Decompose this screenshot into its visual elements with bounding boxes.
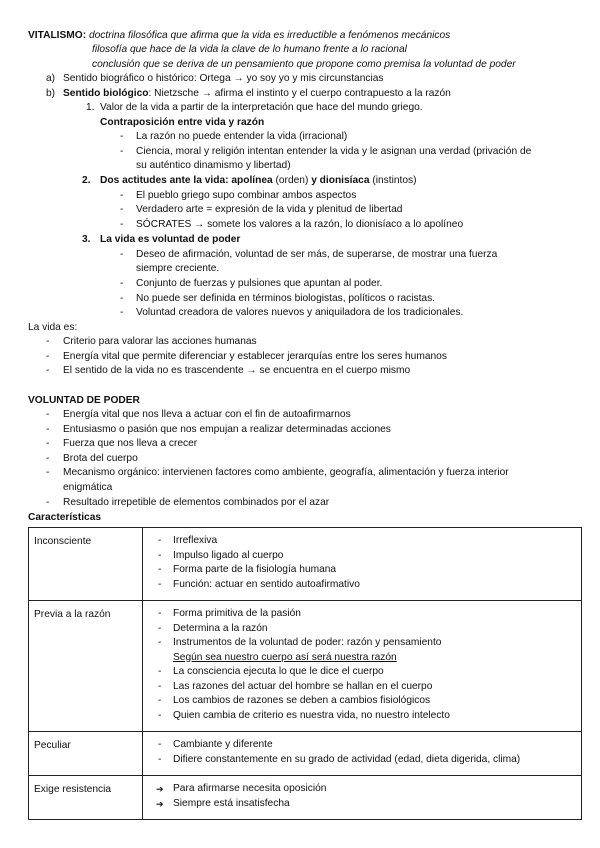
voluntad-item-3: Fuerza que nos lleva a crecer [63, 438, 198, 449]
item-text: Forma parte de la fisiología humana [173, 564, 337, 575]
item-text: Siempre está insatisfecha [173, 797, 290, 809]
bullet-dash: - [158, 637, 162, 648]
point-3-title: La vida es voluntad de poder [100, 234, 241, 245]
list-item [143, 578, 581, 593]
row-content-inconsciente [143, 528, 582, 601]
bullet-dash: - [158, 578, 162, 590]
bullet-dash: - [120, 307, 124, 318]
item-text: Función: actuar en sentido autoafirmativo [173, 578, 360, 590]
point-2-item-3: SÓCRATES → somete los valores a la razón, lo dionisíaco a lo apolíneo [136, 219, 464, 230]
bullet-dash: - [158, 666, 162, 677]
item-text: Irreflexiva [173, 535, 218, 546]
point-1-marker: 1. [86, 102, 95, 113]
sentido-b-text: : Nietzsche → afirma el instinto y el cuerpo contrapuesto a la razón [148, 88, 451, 99]
vida-es-intro: La vida es: [28, 322, 78, 333]
list-item [143, 549, 581, 564]
bullet-dash: - [46, 409, 50, 420]
list-item [143, 738, 581, 753]
point-3-item-3: Conjunto de fuerzas y pulsiones que apuntan al poder. [136, 278, 383, 289]
bullet-dash: - [46, 336, 50, 347]
bullet-dash: - [158, 739, 162, 750]
vitalismo-def-3: conclusión que se deriva de un pensamiento que propone como premisa la voluntad de poder [92, 59, 516, 70]
bullet-dash: - [46, 467, 50, 478]
bullet-dash: - [158, 549, 162, 561]
vida-es-item-1: Criterio para valorar las acciones humanas [63, 336, 257, 347]
point-2-plain-2: (instintos) [369, 175, 417, 186]
item-text: La consciencia ejecuta lo que le dice el cuerpo [173, 666, 384, 677]
point-2-plain-1: (orden) [272, 175, 312, 186]
bullet-dash: - [158, 695, 162, 706]
row-content-exige [143, 776, 582, 820]
bullet-dash: - [120, 131, 124, 142]
row-content-peculiar [143, 732, 582, 776]
bullet-dash: - [46, 351, 50, 362]
vitalismo-term: VITALISMO: [28, 30, 87, 41]
list-item [143, 680, 581, 695]
bullet-dash: - [158, 535, 162, 546]
item-text: Difiere constantemente en su grado de actividad (edad, dieta digerida, clima) [173, 753, 521, 765]
sentido-a-marker: a) [46, 73, 56, 84]
point-2-item-2: Verdadero arte = expresión de la vida y plenitud de libertad [136, 204, 403, 215]
item-text: Instrumentos de la voluntad de poder: razón y pensamiento [173, 637, 442, 648]
row-content-previa [143, 601, 582, 732]
list-item [143, 782, 581, 797]
list-item [143, 694, 581, 709]
point-2-title [100, 174, 417, 187]
bullet-dash: - [46, 497, 50, 508]
item-text: Determina a la razón [173, 622, 268, 634]
table-row [29, 528, 582, 601]
point-3-marker: 3. [82, 234, 91, 245]
sentido-b-line [63, 87, 451, 100]
list-item [143, 753, 581, 768]
item-text: Para afirmarse necesita oposición [173, 783, 327, 794]
voluntad-item-7: Resultado irrepetible de elementos combinados por el azar [63, 497, 330, 508]
voluntad-item-1: Energía vital que nos lleva a actuar con el fin de autoafirmarnos [63, 409, 351, 420]
table-row [29, 776, 582, 820]
contraposicion-item-1: La razón no puede entender la vida (irracional) [136, 131, 348, 142]
bullet-dash: - [46, 424, 50, 435]
contraposicion-title: Contraposición entre vida y razón [100, 117, 265, 128]
list-item [143, 651, 581, 666]
list-item [143, 622, 581, 637]
caracteristicas-table [28, 527, 582, 820]
sentido-a-text: Sentido biográfico o histórico: Ortega → yo soy yo y mis circunstancias [63, 73, 384, 84]
table-row [29, 601, 582, 732]
list-item [143, 636, 581, 651]
list-item [143, 563, 581, 578]
vitalismo-def-1: doctrina filosófica que afirma que la vida es irreductible a fenómenos mecánicos [88, 30, 451, 41]
vida-es-item-2: Energía vital que permite diferenciar y establecer jerarquías entre los seres humanos [63, 351, 447, 362]
arrow-icon: ➔ [156, 798, 164, 809]
contraposicion-item-3: su auténtico dinamismo y libertad) [136, 160, 291, 171]
item-text: Las razones del actuar del hombre se hallan en el cuerpo [173, 680, 433, 692]
bullet-dash: - [46, 438, 50, 449]
table-row [29, 732, 582, 776]
point-3-item-4: No puede ser definida en términos biologistas, políticos o racistas. [136, 293, 435, 304]
row-label-previa: Previa a la razón [29, 601, 143, 732]
vitalismo-def-2: filosofía que hace de la vida la clave de lo humano frente a lo racional [92, 44, 407, 55]
item-text: Cambiante y diferente [173, 739, 273, 750]
point-1-text: Valor de la vida a partir de la interpretación que hace del mundo griego. [100, 102, 423, 113]
bullet-dash: - [46, 365, 50, 376]
bullet-dash: - [158, 709, 162, 721]
contraposicion-item-2: Ciencia, moral y religión intentan entender la vida y le asignan una verdad (privación de [136, 146, 532, 157]
sentido-b-bold: Sentido biológico [63, 88, 149, 99]
bullet-dash: - [158, 680, 162, 692]
point-3-item-1: Deseo de afirmación, voluntad de ser más, de superarse, de mostrar una fuerza [136, 249, 498, 260]
item-text: Quien cambia de criterio es nuestra vida, no nuestro intelecto [173, 709, 450, 721]
sentido-b-marker: b) [46, 88, 56, 99]
bullet-dash: - [158, 608, 162, 619]
arrow-icon: ➔ [156, 784, 164, 794]
voluntad-item-5: Mecanismo orgánico: intervienen factores como ambiente, geografía, alimentación y fuerza interior [63, 467, 509, 478]
point-3-item-2: siempre creciente. [136, 263, 220, 274]
voluntad-item-2: Entusiasmo o pasión que nos empujan a realizar determinadas acciones [63, 424, 391, 435]
item-text-underlined: Según sea nuestro cuerpo así será nuestra razón [173, 651, 397, 663]
bullet-dash: - [120, 278, 124, 289]
bullet-dash: - [120, 249, 124, 260]
list-item [143, 607, 581, 622]
item-text: Impulso ligado al cuerpo [173, 549, 284, 561]
caracteristicas-heading: Características [28, 512, 102, 523]
bullet-dash: - [158, 564, 162, 575]
row-label-inconsciente: Inconsciente [29, 528, 143, 601]
list-item [143, 709, 581, 724]
bullet-dash: - [120, 293, 124, 304]
voluntad-heading: VOLUNTAD DE PODER [28, 395, 140, 406]
bullet-dash: - [46, 453, 50, 464]
bullet-dash: - [120, 190, 124, 201]
item-text: Forma primitiva de la pasión [173, 608, 301, 619]
voluntad-item-4: Brota del cuerpo [63, 453, 138, 464]
point-2-bold-2: y dionisíaca [311, 175, 370, 186]
bullet-dash: - [158, 622, 162, 634]
list-item [143, 534, 581, 549]
voluntad-item-6: enigmática [63, 482, 113, 493]
list-item [143, 665, 581, 680]
point-3-item-5: Voluntad creadora de valores nuevos y aniquiladora de los tradicionales. [136, 307, 464, 318]
point-2-item-1: El pueblo griego supo combinar ambos aspectos [136, 190, 357, 201]
vida-es-item-3: El sentido de la vida no es trascendente → se encuentra en el cuerpo mismo [63, 365, 411, 376]
point-2-marker: 2. [82, 175, 91, 186]
row-label-exige: Exige resistencia [29, 776, 143, 820]
bullet-dash: - [120, 204, 124, 215]
bullet-dash: - [120, 219, 124, 230]
bullet-dash: - [158, 753, 162, 765]
row-label-peculiar: Peculiar [29, 732, 143, 776]
item-text: Los cambios de razones se deben a cambios fisiológicos [173, 695, 431, 706]
point-2-bold-1: Dos actitudes ante la vida: apolínea [100, 175, 273, 186]
list-item [143, 797, 581, 812]
bullet-dash: - [120, 146, 124, 157]
vitalismo-definition-1 [28, 29, 450, 42]
